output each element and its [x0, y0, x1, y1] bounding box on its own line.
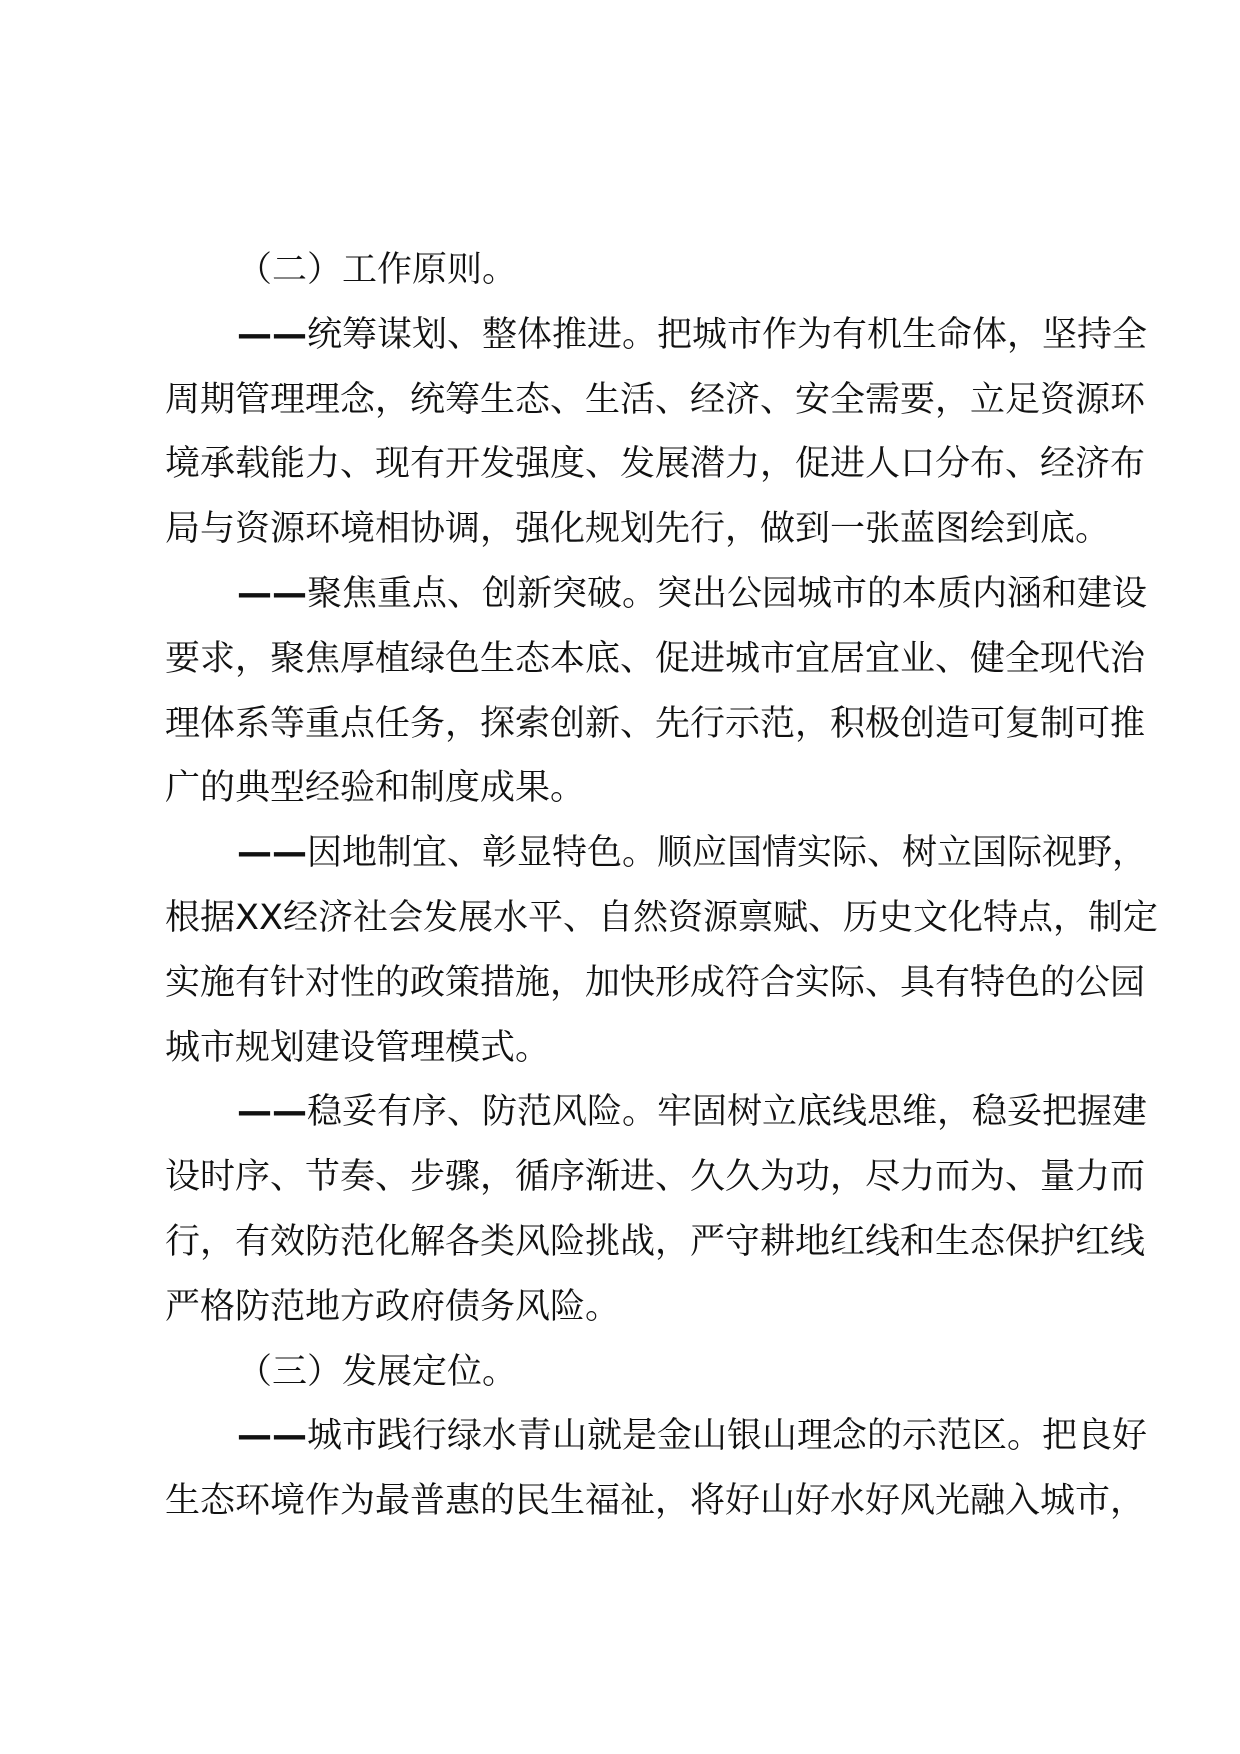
- line-text: 要求，聚焦厚植绿色生态本底、促进城市宜居宜业、健全现代治: [165, 638, 1146, 679]
- document-body: [165, 238, 1158, 1534]
- paragraph-line: [165, 1210, 1146, 1275]
- line-text: 城市践行绿水青山就是金山银山理念的示范区。把良好: [307, 1416, 1148, 1457]
- em-dash: ——: [237, 1416, 307, 1457]
- line-text: 局与资源环境相协调，强化规划先行，做到一张蓝图绘到底。: [165, 509, 1111, 550]
- line-text: 设时序、节奏、步骤，循序渐进、久久为功，尽力而为、量力而: [165, 1157, 1146, 1198]
- paragraph-line: [165, 1145, 1146, 1210]
- line-text: 理体系等重点任务，探索创新、先行示范，积极创造可复制可推: [165, 703, 1146, 744]
- section-heading-positioning: [165, 1340, 1125, 1405]
- line-text: 聚焦重点、创新突破。突出公园城市的本质内涵和建设: [307, 573, 1148, 614]
- em-dash: ——: [237, 314, 307, 355]
- line-text: 根据XX经济社会发展水平、自然资源禀赋、历史文化特点，制定: [165, 897, 1158, 938]
- paragraph-line: [165, 497, 1125, 562]
- paragraph-line: [165, 951, 1146, 1016]
- line-text: 城市规划建设管理模式。: [165, 1027, 551, 1068]
- paragraph-line: [165, 1469, 1146, 1534]
- line-text: 统筹谋划、整体推进。把城市作为有机生命体，坚持全: [307, 314, 1148, 355]
- line-text: 行，有效防范化解各类风险挑战，严守耕地红线和生态保护红线: [165, 1221, 1146, 1262]
- line-text: （三）发展定位。: [237, 1351, 518, 1392]
- paragraph-line: [165, 432, 1146, 497]
- paragraph-line: [165, 1404, 1148, 1469]
- em-dash: ——: [237, 833, 307, 874]
- line-text: （二）工作原则。: [237, 250, 518, 290]
- paragraph-line: [165, 821, 1148, 886]
- paragraph-line: [165, 562, 1148, 627]
- line-text: 周期管理理念，统筹生态、生活、经济、安全需要，立足资源环: [165, 379, 1146, 420]
- paragraph-line: [165, 627, 1146, 692]
- paragraph-line: [165, 756, 1125, 821]
- line-text: 境承载能力、现有开发强度、发展潜力，促进人口分布、经济布: [165, 444, 1146, 485]
- section-heading-principles: [165, 238, 1125, 303]
- paragraph-line: [165, 303, 1148, 368]
- paragraph-line: [165, 692, 1146, 757]
- line-text: 因地制宜、彰显特色。顺应国情实际、树立国际视野，: [307, 833, 1148, 874]
- line-text: 严格防范地方政府债务风险。: [165, 1286, 621, 1327]
- paragraph-line: [165, 1275, 1125, 1340]
- paragraph-line: [165, 886, 1158, 951]
- paragraph-line: [165, 1080, 1148, 1145]
- line-text: 广的典型经验和制度成果。: [165, 768, 586, 809]
- paragraph-line: [165, 368, 1146, 433]
- paragraph-line: [165, 1016, 1125, 1081]
- line-text: 生态环境作为最普惠的民生福祉，将好山好水好风光融入城市，: [165, 1481, 1146, 1522]
- em-dash: ——: [237, 573, 307, 614]
- em-dash: ——: [237, 1092, 307, 1133]
- line-text: 实施有针对性的政策措施，加快形成符合实际、具有特色的公园: [165, 962, 1146, 1003]
- line-text: 稳妥有序、防范风险。牢固树立底线思维，稳妥把握建: [307, 1092, 1148, 1133]
